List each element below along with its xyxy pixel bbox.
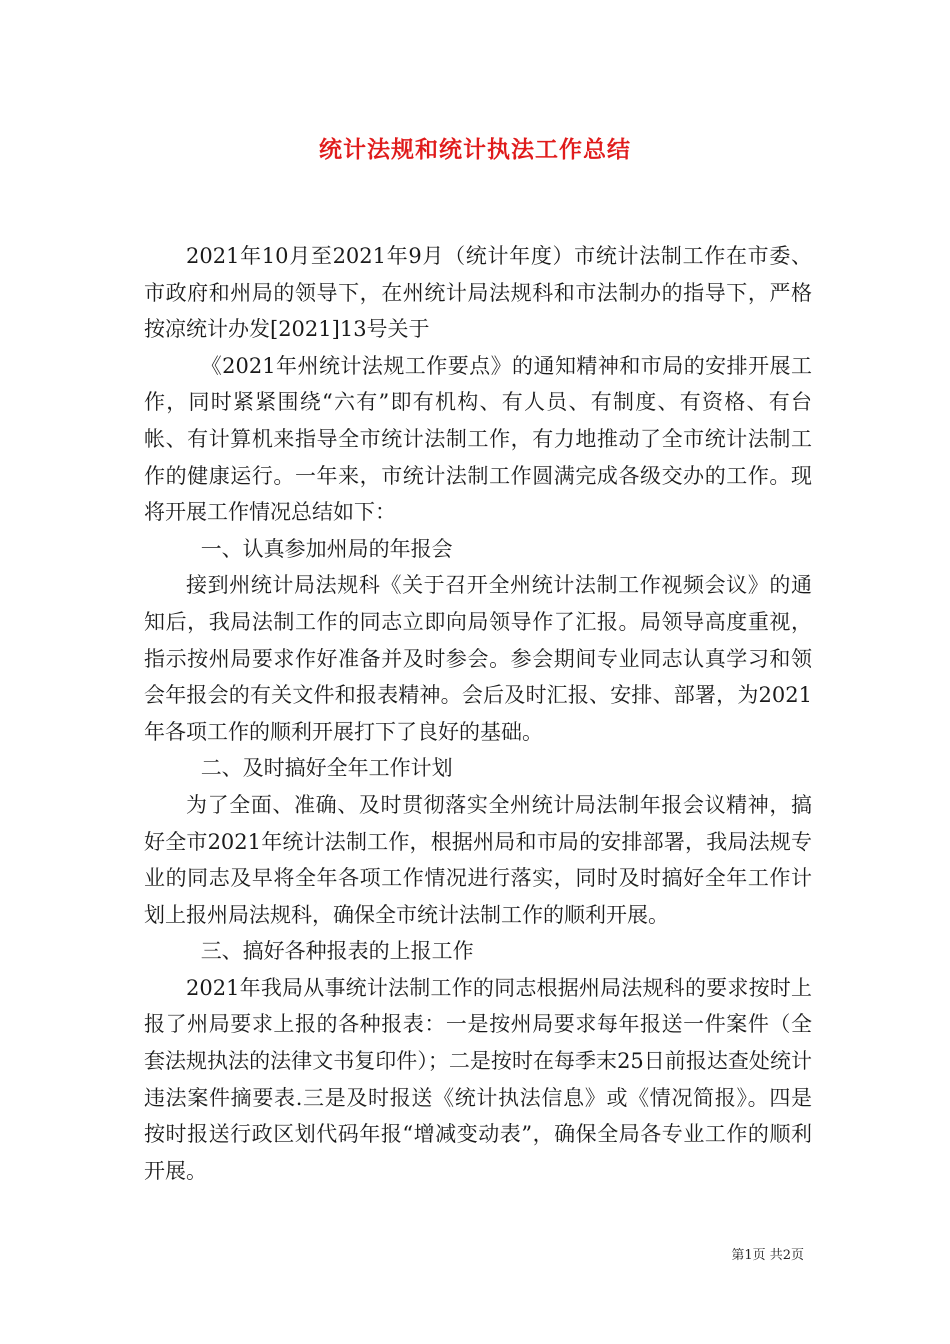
paragraph-section-2: 为了全面、准确、及时贯彻落实全州统计局法制年报会议精神，搞好全市2021年统计法制工作，根据州局和市局的安排部署，我局法规专业的同志及早将全年各项工作情况进行落实，同时及时搞好全年工作计划上报州局法规科，确保全市统计法制工作的顺利开展。 (144, 792, 812, 927)
document-body (144, 238, 812, 1189)
section-heading-3: 三、搞好各种报表的上报工作 (200, 939, 474, 964)
section-heading-2: 二、及时搞好全年工作计划 (200, 756, 453, 781)
paragraph-section-3: 2021年我局从事统计法制工作的同志根据州局法规科的要求按时上报了州局要求上报的各种报表：一是按州局要求每年报送一件案件（全套法规执法的法律文书复印件）；二是按时在每季末25日前报达查处统计违法案件摘要表.三是及时报送《统计执法信息》或《情况简报》。四是按时报送行政区划代码年报“增减变动表”，确保全局各专业工作的顺利开展。 (144, 975, 812, 1183)
document-title: 统计法规和统计执法工作总结 (319, 136, 631, 163)
paragraph-intro: 2021年10月至2021年9月（统计年度）市统计法制工作在市委、市政府和州局的领导下，在州统计局法规科和市法制办的指导下，严格按凉统计办发[2021]13号关于 (144, 244, 812, 342)
page-number: 第1页 共2页 (731, 1248, 804, 1263)
section-heading-1: 一、认真参加州局的年报会 (200, 536, 453, 561)
paragraph-section-1: 接到州统计局法规科《关于召开全州统计法制工作视频会议》的通知后，我局法制工作的同志立即向局领导作了汇报。局领导高度重视，指示按州局要求作好准备并及时参会。参会期间专业同志认真学习和领会年报会的有关文件和报表精神。会后及时汇报、安排、部署，为2021年各项工作的顺利开展打下了良好的基础。 (144, 573, 812, 744)
paragraph-overview: 《2021年州统计法规工作要点》的通知精神和市局的安排开展工作，同时紧紧围绕“六有”即有机构、有人员、有制度、有资格、有台帐、有计算机来指导全市统计法制工作，有力地推动了全市统计法制工作的健康运行。一年来，市统计法制工作圆满完成各级交办的工作。现将开展工作情况总结如下： (144, 353, 812, 525)
